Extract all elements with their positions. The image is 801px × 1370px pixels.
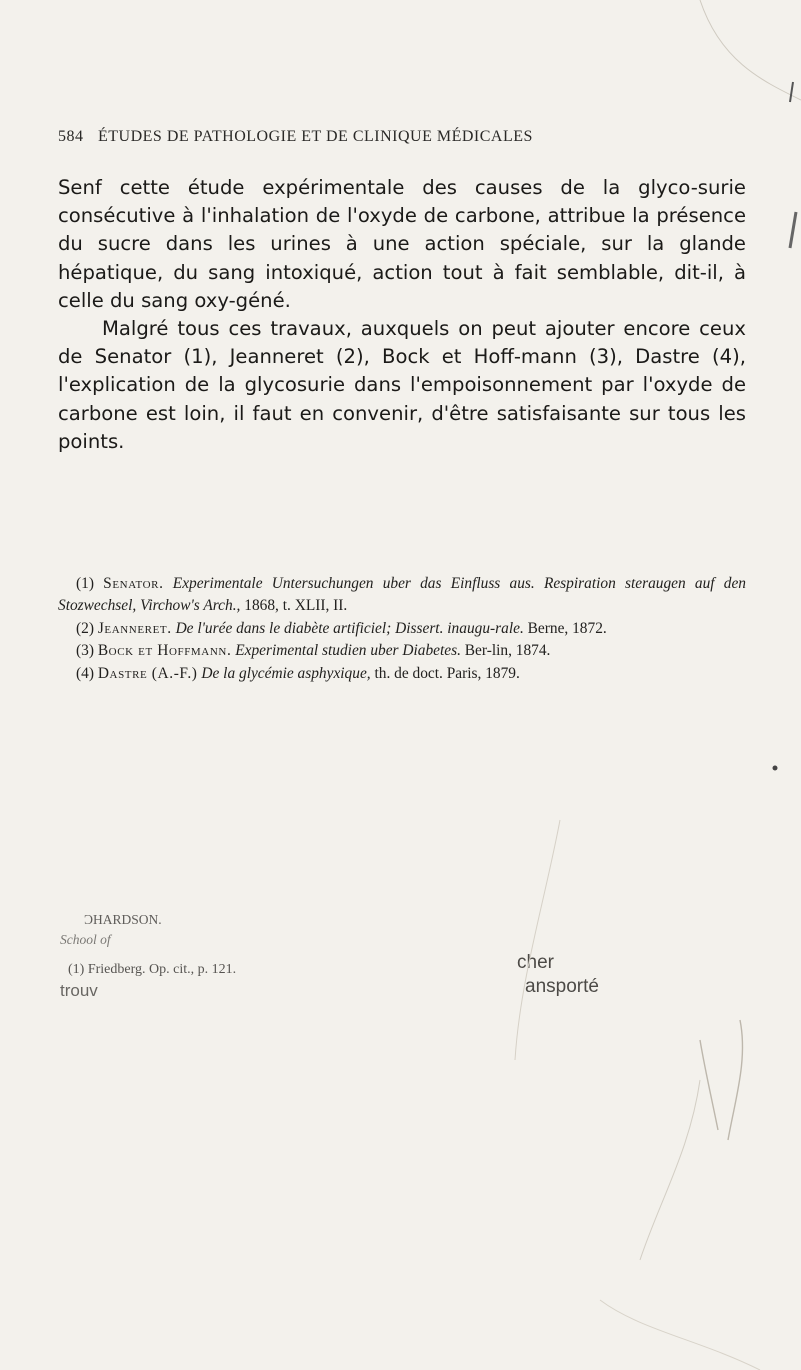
- footnote-publication: 1868, t. XLII, II.: [244, 597, 348, 615]
- footnote-author: Dastre (A.-F.): [97, 664, 198, 682]
- footnote-number: (4): [76, 664, 94, 682]
- show-through-text: (1) Friedberg. Op. cit., p. 121.: [68, 962, 237, 977]
- footnote-title: De la glycémie asphyxique,: [201, 664, 371, 682]
- show-through-text: ansporté: [525, 976, 599, 997]
- footnote-title: De l'urée dans le diabète artificiel; Dissert. inaugu-rale.: [175, 619, 524, 637]
- footnote-number: (3): [76, 642, 94, 660]
- show-through-text: School of: [60, 932, 111, 947]
- footnote-publication: Berne, 1872.: [527, 619, 607, 637]
- body-paragraph-2: Malgré tous ces travaux, auxquels on peut ajouter encore ceux de Senator (1), Jeanneret (2), Bock et Hoff-mann (3), Dastre (4), l'explication de la glycosurie dans l'empoisonnement par l'oxyde de carbone est loin, il faut en convenir, d'être satisfaisante sur tous les points.: [58, 317, 746, 453]
- footnote-author: Jeanneret.: [97, 619, 172, 637]
- body-paragraph-1: Senf cette étude expérimentale des causes de la glyco-surie consécutive à l'inhalation de l'oxyde de carbone, attribue la présence du sucre dans les urines à une action spéciale, sur la glande hépatique, du sang intoxiqué, action tout à fait semblable, dit-il, à celle du sang oxy-géné.: [58, 176, 746, 312]
- running-head-title: ÉTUDES DE PATHOLOGIE ET DE CLINIQUE MÉDICALES: [98, 128, 533, 145]
- footnote-title: Experimentale Untersuchungen uber das Einfluss aus. Respiration steraugen auf den Stozwechsel, Virchow's Arch.,: [58, 575, 746, 615]
- footnote-title: Experimental studien uber Diabetes.: [235, 642, 461, 660]
- footnote-publication: th. de doct. Paris, 1879.: [374, 664, 520, 682]
- footnote-author: Senator.: [103, 575, 164, 592]
- footnote-number: (2): [76, 619, 94, 637]
- footnote-publication: Ber-lin, 1874.: [464, 642, 551, 660]
- show-through-text: cher: [517, 952, 554, 973]
- footnote-number: (1): [76, 575, 94, 592]
- footnote-author: Bock et Hoffmann.: [97, 642, 232, 660]
- show-through-text: ƆHARDSON.: [84, 912, 162, 927]
- show-through-text: trouv: [60, 981, 98, 1000]
- page-number: 584: [58, 128, 84, 145]
